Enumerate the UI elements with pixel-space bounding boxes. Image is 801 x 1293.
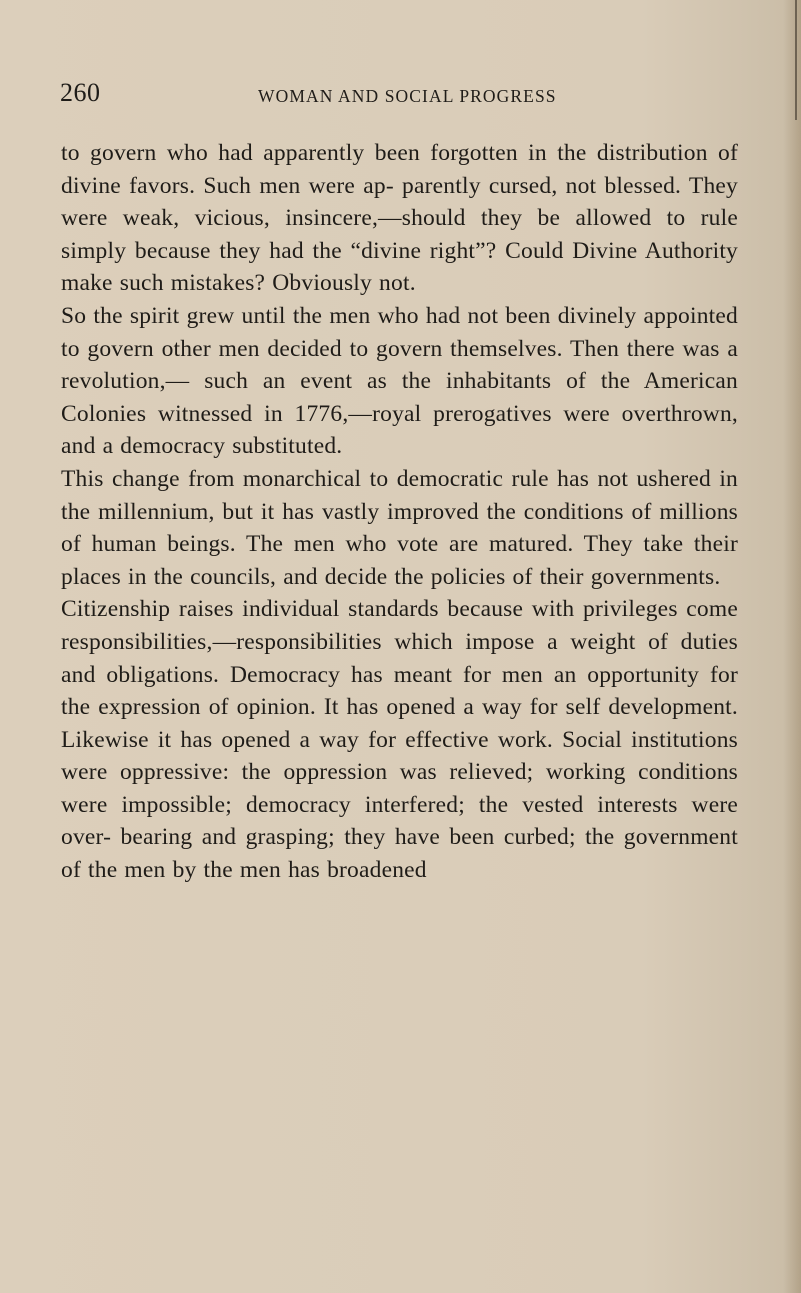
- page-body: [61, 137, 738, 887]
- paragraph: to govern who had apparently been forgotten in the distribution of divine favors. Such men were ap- parently cursed, not blessed. They were weak, vicious, insincere,—should they be allowed to rule simply because they had the “divine right”? Could Divine Authority make such mistakes? Obviously not.: [61, 140, 738, 297]
- page-edge-shadow: [783, 0, 801, 1293]
- page-edge-line: [795, 0, 797, 120]
- page-header: [60, 78, 720, 118]
- page-number: 260: [60, 78, 101, 107]
- paragraph: This change from monarchical to democratic rule has not ushered in the millennium, but it has vastly improved the conditions of millions of human beings. The men who vote are matured. They take their places in the councils, and decide the policies of their governments.: [61, 465, 738, 590]
- paragraph: Citizenship raises individual standards because with privileges come responsibilities,—responsibilities which impose a weight of duties and obligations. Democracy has meant for men an opportunity for the expression of opinion. It has opened a way for self development. Likewise it has opened a way for effective work. Social institutions were oppressive: the oppression was relieved; working conditions were impossible; democracy interfered; the vested interests were over- bearing and grasping; they have been curbed; the government of the men by the men has broadened: [61, 596, 738, 884]
- paragraph: So the spirit grew until the men who had not been divinely appointed to govern other men decided to govern themselves. Then there was a revolution,— such an event as the inhabitants of the American Colonies witnessed in 1776,—royal prerogatives were overthrown, and a democracy substituted.: [61, 302, 738, 460]
- running-head: WOMAN AND SOCIAL PROGRESS: [258, 86, 557, 106]
